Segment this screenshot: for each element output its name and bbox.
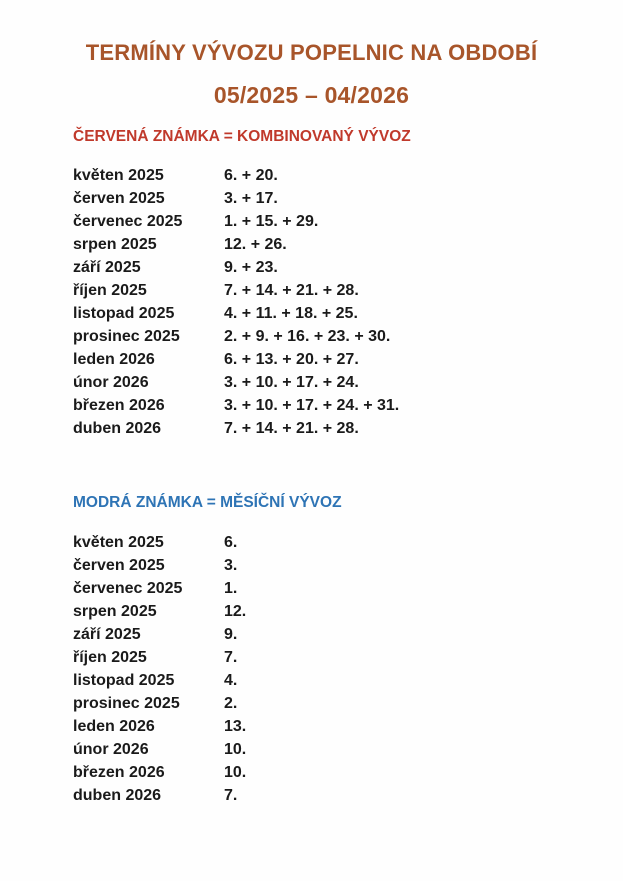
pickup-dates: 4. + 11. + 18. + 25. <box>224 305 358 322</box>
pickup-dates: 3. + 17. <box>224 190 278 207</box>
pickup-dates: 4. <box>224 672 238 689</box>
month-label: listopad 2025 <box>73 672 175 689</box>
schedule-row <box>73 256 399 279</box>
month-label: únor 2026 <box>73 374 149 391</box>
pickup-dates: 3. <box>224 557 238 574</box>
pickup-dates: 10. <box>224 764 247 781</box>
schedule-row <box>73 761 246 784</box>
pickup-dates: 9. <box>224 626 238 643</box>
schedule-row <box>73 210 399 233</box>
month-label: březen 2026 <box>73 764 165 781</box>
schedule-row <box>73 715 246 738</box>
month-label: duben 2026 <box>73 787 162 804</box>
month-label: červenec 2025 <box>73 580 183 597</box>
month-label: září 2025 <box>73 626 141 643</box>
month-label: červenec 2025 <box>73 213 183 230</box>
month-label: leden 2026 <box>73 718 155 735</box>
schedule-row <box>73 531 246 554</box>
schedule-row <box>73 554 246 577</box>
pickup-dates: 9. + 23. <box>224 259 278 276</box>
month-label: září 2025 <box>73 259 141 276</box>
schedule-row <box>73 371 399 394</box>
document-period: 05/2025 – 04/2026 <box>213 82 410 108</box>
pickup-dates: 7. + 14. + 21. + 28. <box>224 420 359 437</box>
month-label: únor 2026 <box>73 741 149 758</box>
pickup-dates: 7. <box>224 649 238 666</box>
month-label: srpen 2025 <box>73 603 157 620</box>
schedule-row <box>73 623 246 646</box>
month-label: květen 2025 <box>73 534 164 551</box>
pickup-dates: 7. + 14. + 21. + 28. <box>224 282 359 299</box>
red-schedule-list <box>73 164 399 440</box>
schedule-row <box>73 164 399 187</box>
schedule-row <box>73 577 246 600</box>
month-label: říjen 2025 <box>73 649 147 666</box>
pickup-dates: 12. + 26. <box>224 236 287 253</box>
schedule-row <box>73 784 246 807</box>
pickup-dates: 3. + 10. + 17. + 24. + 31. <box>224 397 400 414</box>
blue-sticker-heading: MODRÁ ZNÁMKA = MĚSÍČNÍ VÝVOZ <box>73 494 342 511</box>
pickup-dates: 2. + 9. + 16. + 23. + 30. <box>224 328 391 345</box>
pickup-dates: 13. <box>224 718 247 735</box>
document-title: TERMÍNY VÝVOZU POPELNIC NA OBDOBÍ <box>85 40 538 65</box>
blue-schedule-list <box>73 531 246 807</box>
schedule-row <box>73 738 246 761</box>
month-label: březen 2026 <box>73 397 165 414</box>
schedule-row <box>73 417 399 440</box>
month-label: prosinec 2025 <box>73 328 180 345</box>
pickup-dates: 2. <box>224 695 238 712</box>
month-label: červen 2025 <box>73 557 165 574</box>
pickup-dates: 12. <box>224 603 247 620</box>
pickup-dates: 6. <box>224 534 238 551</box>
pickup-dates: 6. + 20. <box>224 167 278 184</box>
schedule-row <box>73 325 399 348</box>
schedule-row <box>73 669 246 692</box>
pickup-dates: 1. <box>224 580 238 597</box>
schedule-row <box>73 348 399 371</box>
month-label: květen 2025 <box>73 167 164 184</box>
month-label: říjen 2025 <box>73 282 147 299</box>
schedule-row <box>73 394 399 417</box>
schedule-row <box>73 692 246 715</box>
schedule-row <box>73 233 399 256</box>
pickup-dates: 10. <box>224 741 247 758</box>
schedule-row <box>73 302 399 325</box>
month-label: listopad 2025 <box>73 305 175 322</box>
schedule-row <box>73 187 399 210</box>
pickup-dates: 6. + 13. + 20. + 27. <box>224 351 359 368</box>
month-label: duben 2026 <box>73 420 162 437</box>
schedule-row <box>73 600 246 623</box>
pickup-dates: 3. + 10. + 17. + 24. <box>224 374 359 391</box>
red-sticker-heading: ČERVENÁ ZNÁMKA = KOMBINOVANÝ VÝVOZ <box>73 128 411 145</box>
month-label: srpen 2025 <box>73 236 157 253</box>
month-label: červen 2025 <box>73 190 165 207</box>
schedule-row <box>73 646 246 669</box>
pickup-dates: 7. <box>224 787 238 804</box>
month-label: prosinec 2025 <box>73 695 180 712</box>
month-label: leden 2026 <box>73 351 155 368</box>
pickup-dates: 1. + 15. + 29. <box>224 213 319 230</box>
schedule-row <box>73 279 399 302</box>
